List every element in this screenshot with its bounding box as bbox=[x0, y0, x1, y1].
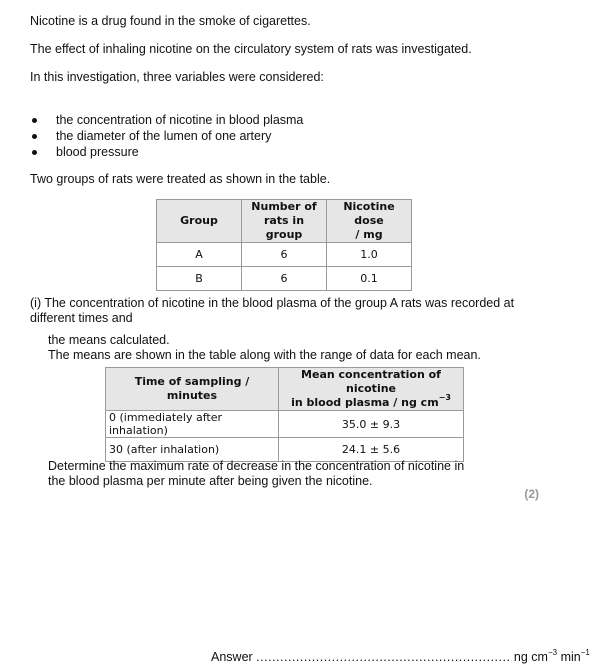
means-line-1: the means calculated. bbox=[48, 333, 170, 347]
header-time: Time of sampling / minutes bbox=[106, 368, 279, 411]
task-text bbox=[48, 459, 464, 489]
cell-group: A bbox=[157, 243, 242, 267]
table-row bbox=[157, 267, 412, 291]
table-row bbox=[157, 243, 412, 267]
variables-list bbox=[30, 112, 303, 160]
answer-dots[interactable]: ................................................................ bbox=[256, 650, 511, 664]
question-line-1: (i) The concentration of nicotine in the blood plasma of the group A rats was recorded at bbox=[30, 296, 515, 310]
answer-unit-sup-2: −1 bbox=[580, 647, 590, 657]
header-dose-line1: Nicotine dose bbox=[343, 200, 395, 227]
answer-line[interactable] bbox=[211, 647, 590, 664]
header-dose-line2: / mg bbox=[355, 228, 383, 241]
means-line-2: The means are shown in the table along with the range of data for each mean. bbox=[48, 348, 481, 362]
means-text bbox=[48, 333, 481, 363]
table-header-row bbox=[157, 200, 412, 243]
cell-concentration: 35.0 ± 9.3 bbox=[279, 411, 464, 438]
cell-dose: 0.1 bbox=[327, 267, 412, 291]
intro-line-3: In this investigation, three variables were considered: bbox=[30, 70, 324, 84]
question-part-i bbox=[30, 296, 530, 326]
header-group: Group bbox=[157, 200, 242, 243]
task-line-2: the blood plasma per minute after being given the nicotine. bbox=[48, 474, 373, 488]
intro-line-1: Nicotine is a drug found in the smoke of cigarettes. bbox=[30, 14, 311, 28]
answer-unit-2: min bbox=[557, 650, 581, 664]
cell-concentration: 24.1 ± 5.6 bbox=[279, 438, 464, 462]
cell-number: 6 bbox=[242, 243, 327, 267]
header-conc-line1: Mean concentration of nicotine bbox=[301, 368, 441, 395]
cell-number: 6 bbox=[242, 267, 327, 291]
task-line-1: Determine the maximum rate of decrease in the concentration of nicotine in bbox=[48, 459, 465, 473]
cell-group: B bbox=[157, 267, 242, 291]
header-conc-sup: −3 bbox=[438, 393, 451, 403]
header-number-line2: rats in group bbox=[263, 214, 305, 241]
answer-unit-1: ng cm bbox=[513, 650, 548, 664]
question-line-2: different times and bbox=[30, 311, 133, 325]
table-row bbox=[106, 438, 464, 462]
answer-label: Answer bbox=[211, 650, 253, 664]
list-item: blood pressure bbox=[30, 144, 303, 160]
header-concentration bbox=[279, 368, 464, 411]
table-header-row bbox=[106, 368, 464, 411]
cell-time: 0 (immediately after inhalation) bbox=[106, 411, 279, 438]
header-conc-line2: in blood plasma / ng cm bbox=[291, 396, 439, 409]
list-item: the diameter of the lumen of one artery bbox=[30, 128, 303, 144]
concentration-table bbox=[105, 367, 464, 462]
intro-line-2: The effect of inhaling nicotine on the circulatory system of rats was investigated. bbox=[30, 42, 472, 56]
marks-label: (2) bbox=[524, 487, 539, 501]
cell-time: 30 (after inhalation) bbox=[106, 438, 279, 462]
groups-intro: Two groups of rats were treated as shown in the table. bbox=[30, 172, 331, 186]
header-number bbox=[242, 200, 327, 243]
answer-unit-sup-1: −3 bbox=[547, 647, 558, 657]
cell-dose: 1.0 bbox=[327, 243, 412, 267]
header-dose bbox=[327, 200, 412, 243]
header-number-line1: Number of bbox=[251, 200, 317, 213]
table-row bbox=[106, 411, 464, 438]
groups-table bbox=[156, 199, 412, 291]
list-item: the concentration of nicotine in blood plasma bbox=[30, 112, 303, 128]
